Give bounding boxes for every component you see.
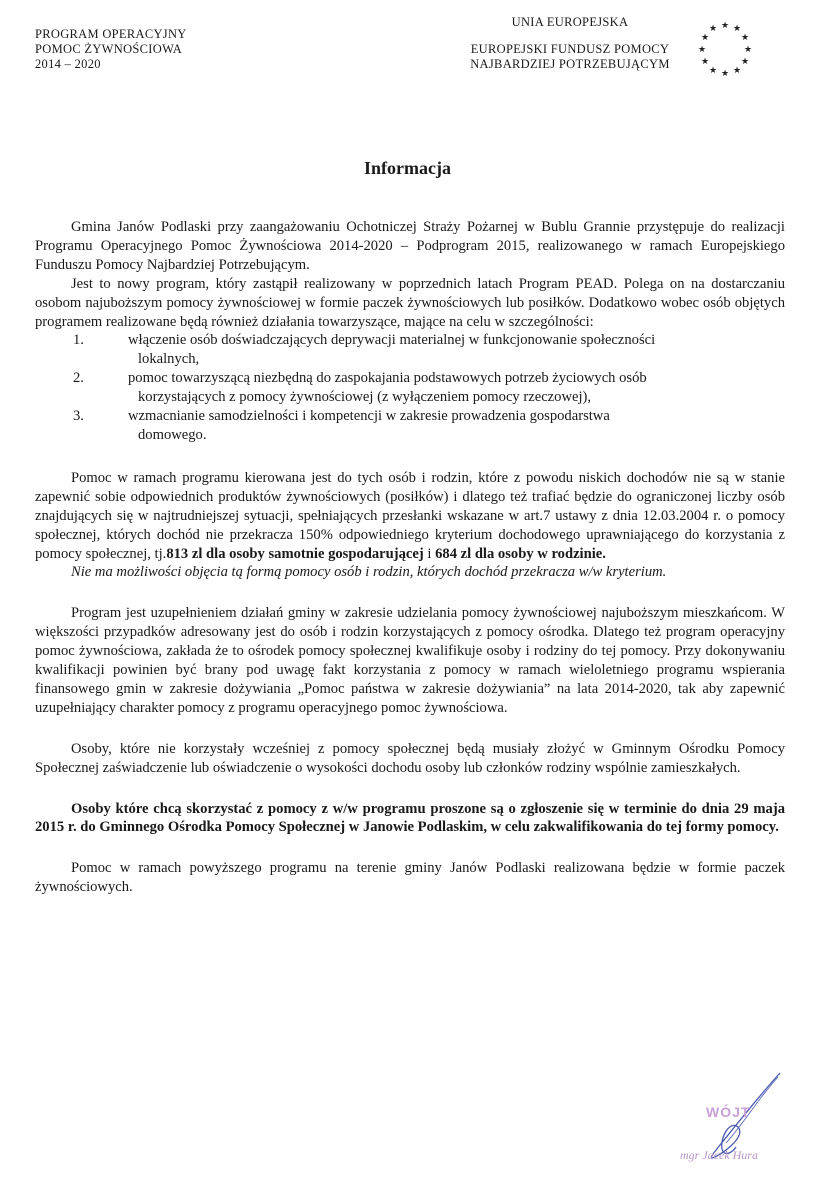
list-item-text: pomoc towarzyszącą niezbędną do zaspokajania podstawowych potrzeb życiowych osób <box>128 370 647 387</box>
list-item <box>35 407 785 445</box>
svg-text:★: ★ <box>708 66 718 76</box>
paragraph-documents-required: Osoby, które nie korzystały wcześniej z pomocy społecznej będą musiały złożyć w Gminnym Ośrodku Pomocy Społecznej zaświadczenie lub oświadczenie o wysokości dochodu osoby lub członków rodziny wspólnie zamieszkałych. <box>35 740 785 776</box>
program-header-line-2: POMOC ŻYWNOŚCIOWA <box>35 42 183 56</box>
eu-stars-icon <box>693 17 757 81</box>
svg-text:★: ★ <box>720 69 730 79</box>
svg-text:★: ★ <box>720 21 730 31</box>
paragraph-intro: Gmina Janów Podlaski przy zaangażowaniu Ochotniczej Straży Pożarnej w Bublu Grannie przystępuje do realizacji Programu Operacyjnego Pomoc Żywnościowa 2014-2020 – Podprogram 2015, realizowanego w ramach Europejskiego Funduszu Pomocy Najbardziej Potrzebującym. <box>35 219 785 273</box>
eu-header <box>455 15 685 72</box>
activities-list <box>35 331 785 444</box>
registration-deadline-text: Osoby które chcą skorzystać z pomocy z w/w programu proszone są o zgłoszenie się w terminie do dnia 29 maja 2015 r. do Gminnego Ośrodka Pomocy Społecznej w Janowie Podlaskim, w celu zakwalifikowania do tej formy pomocy. <box>35 800 785 836</box>
svg-text:★: ★ <box>740 57 750 67</box>
list-item-number: 3. <box>73 408 84 425</box>
eligibility-conjunction: i <box>423 545 436 562</box>
svg-text:★: ★ <box>740 33 750 43</box>
document-body <box>35 218 785 897</box>
page-title: Informacja <box>364 158 451 178</box>
list-item-number: 1. <box>73 332 84 349</box>
svg-text:★: ★ <box>732 24 742 34</box>
fund-name-line-1: EUROPEJSKI FUNDUSZ POMOCY <box>470 42 670 56</box>
list-item <box>35 331 785 369</box>
list-item-text-continued: korzystających z pomocy żywnościowej (z wyłączeniem pomocy rzeczowej), <box>138 389 592 406</box>
svg-text:★: ★ <box>743 45 753 55</box>
list-item-text-continued: domowego. <box>138 426 207 443</box>
paragraph-program-supplement: Program jest uzupełnieniem działań gminy w zakresie udzielania pomocy żywnościowej najuboższym mieszkańcom. W większości przypadków adresowany jest do osób i rodzin korzystających z pomocy ośrodka. Dlatego też program operacyjny pomoc żywnościowa, zakłada że to ośrodek pomocy społecznej kwalifikuje osoby i rodziny do tej pomocy. Przy dokonywaniu kwalifikacji powinien być brany pod uwagę fakt korzystania z pomocy w ramach wieloletniego programu wspierania finansowego gmin w zakresie dożywiania „Pomoc państwa w zakresie dożywiania” na lata 2014-2020, tak aby zapewnić uzupełniający charakter pomocy z programu operacyjnego pomoc żywnościowa. <box>35 605 785 716</box>
paragraph-eligibility <box>35 469 785 564</box>
program-header-line-3: 2014 – 2020 <box>35 57 101 71</box>
income-limit-family: 684 zl dla osoby w rodzinie. <box>435 545 606 562</box>
income-limit-single: 813 zl dla osoby samotnie gospodarującej <box>166 545 424 562</box>
stamp-office: WÓJT <box>706 1104 751 1120</box>
program-header-line-1: PROGRAM OPERACYJNY <box>35 27 187 41</box>
svg-text:★: ★ <box>697 45 707 55</box>
list-item-text-continued: lokalnych, <box>138 351 200 368</box>
list-item-number: 2. <box>73 370 84 387</box>
svg-text:★: ★ <box>700 57 710 67</box>
paragraph-aid-form: Pomoc w ramach powyższego programu na terenie gminy Janów Podlaski realizowana będzie w formie paczek żywnościowych. <box>35 860 785 896</box>
paragraph-program-description: Jest to nowy program, który zastąpił realizowany w poprzednich latach Program PEAD. Polega on na dostarczaniu osobom najuboższym pomocy żywnościowej w formie paczek żywnościowych lub posiłków. Dodatkowo wobec osób objętych programem realizowane będą również działania towarzyszące, mające na celu w szczególności: <box>35 275 785 330</box>
svg-text:★: ★ <box>732 66 742 76</box>
eu-header-title: UNIA EUROPEJSKA <box>511 15 629 29</box>
list-item-text: wzmacnianie samodzielności i kompetencji w zakresie prowadzenia gospodarstwa <box>128 408 610 425</box>
list-item-text: włączenie osób doświadczających deprywacji materialnej w funkcjonowanie społeczności <box>128 332 656 349</box>
program-header <box>35 27 187 72</box>
paragraph-exclusion-note: Nie ma możliwości objęcia tą formą pomocy osób i rodzin, których dochód przekracza w/w kryterium. <box>71 564 667 581</box>
eligibility-text: Pomoc w ramach programu kierowana jest do tych osób i rodzin, które z powodu niskich dochodów nie są w stanie zapewnić sobie odpowiednich produktów żywnościowych (posiłków) i dlatego też trafiać będzie do ograniczonej liczby osób znajdujących się w najtrudniejszej sytuacji, spełniających przesłanki wskazane w art.7 ustawy z dnia 12.03.2004 r. o pomocy społecznej, których dochód nie przekracza 150% odpowiedniego kryterium dochodowego uprawniającego do korzystania z pomocy społecznej, tj. <box>35 469 785 562</box>
list-item <box>35 369 785 407</box>
svg-text:★: ★ <box>708 24 718 34</box>
stamp-name: mgr Jacek Hura <box>680 1148 758 1162</box>
fund-name-line-2: NAJBARDZIEJ POTRZEBUJĄCYM <box>470 57 670 71</box>
paragraph-registration-deadline <box>35 800 785 838</box>
svg-text:★: ★ <box>700 33 710 43</box>
